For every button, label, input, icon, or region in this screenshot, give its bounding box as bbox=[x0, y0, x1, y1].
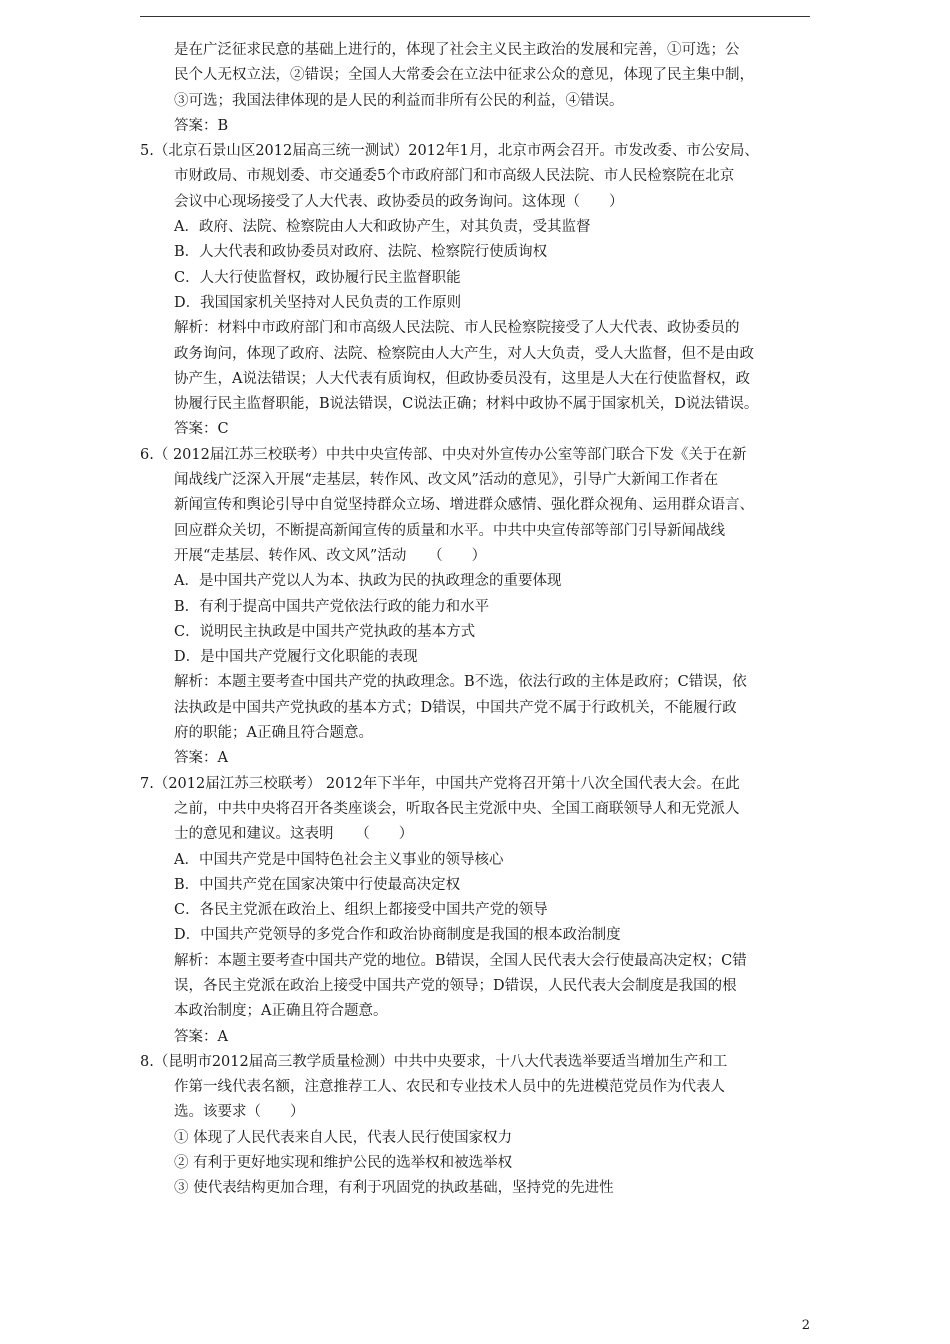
question-line: 8.（昆明市2012届高三教学质量检测）中共中央要求，十八大代表选举要适当增加生产和工 bbox=[140, 1053, 728, 1070]
options-line: A．政府、法院、检察院由人大和政协产生，对其负责，受其监督 bbox=[174, 219, 591, 236]
options-line: D．是中国共产党履行文化职能的表现 bbox=[174, 649, 418, 666]
question-line: 5.（北京石景山区2012届高三统一测试）2012年1月，北京市两会召开。市发改委、市公安局、 bbox=[140, 143, 759, 160]
options-block bbox=[140, 1126, 830, 1202]
analysis-block bbox=[140, 949, 830, 1025]
question-line: 选。该要求（ ） bbox=[174, 1104, 305, 1121]
analysis-block bbox=[140, 670, 830, 746]
header-rule bbox=[140, 16, 810, 17]
question-line: 会议中心现场接受了人大代表、政协委员的政务询问。这体现（ ） bbox=[174, 193, 624, 210]
options-line: A．是中国共产党以人为本、执政为民的执政理念的重要体现 bbox=[174, 573, 562, 590]
options-line: C．说明民主执政是中国共产党执政的基本方式 bbox=[174, 623, 476, 640]
options-line: ② 有利于更好地实现和维护公民的选举权和被选举权 bbox=[174, 1155, 513, 1172]
options-block bbox=[140, 215, 830, 316]
body-line: 民个人无权立法，②错误；全国人大常委会在立法中征求公众的意见，体现了民主集中制， bbox=[174, 67, 754, 84]
question-block bbox=[140, 1050, 830, 1126]
question-line: 闻战线广泛深入开展“走基层，转作风、改文风”活动的意见》，引导广大新闻工作者在 bbox=[174, 472, 719, 489]
options-block bbox=[140, 848, 830, 949]
analysis-line: 误，各民主党派在政治上接受中国共产党的领导；D错误，人民代表大会制度是我国的根 bbox=[174, 977, 737, 994]
question-block bbox=[140, 772, 830, 848]
answer-line: 答案：A bbox=[174, 750, 228, 767]
question-line: 新闻宣传和舆论引导中自觉坚持群众立场、增进群众感情、强化群众视角、运用群众语言、 bbox=[174, 497, 754, 514]
options-line: C．各民主党派在政治上、组织上都接受中国共产党的领导 bbox=[174, 902, 548, 919]
body-line: 是在广泛征求民意的基础上进行的，体现了社会主义民主政治的发展和完善，①可选；公 bbox=[174, 42, 740, 58]
options-block bbox=[140, 569, 830, 670]
question-line: 作第一线代表名额，注意推荐工人、农民和专业技术人员中的先进模范党员作为代表人 bbox=[174, 1079, 725, 1096]
answer-line: 答案：B bbox=[174, 117, 229, 134]
options-line: A．中国共产党是中国特色社会主义事业的领导核心 bbox=[174, 851, 504, 868]
options-line: D．中国共产党领导的多党合作和政治协商制度是我国的根本政治制度 bbox=[174, 927, 621, 944]
analysis-line: 解析：材料中市政府部门和市高级人民法院、市人民检察院接受了人大代表、政协委员的 bbox=[174, 320, 740, 337]
answer-block bbox=[140, 417, 830, 442]
question-line: 市财政局、市规划委、市交通委5个市政府部门和市高级人民法院、市人民检察院在北京 bbox=[174, 168, 735, 185]
question-line: 7.（2012届江苏三校联考） 2012年下半年，中国共产党将召开第十八次全国代表大会。在此 bbox=[140, 775, 740, 792]
options-line: C．人大行使监督权，政协履行民主监督职能 bbox=[174, 269, 461, 286]
question-line: 士的意见和建议。这表明 （ ） bbox=[174, 826, 414, 843]
options-line: B．人大代表和政协委员对政府、法院、检察院行使质询权 bbox=[174, 244, 548, 261]
page-number: 2 bbox=[801, 1318, 810, 1333]
analysis-line: 解析：本题主要考查中国共产党的执政理念。B不选，依法行政的主体是政府；C错误，依 bbox=[174, 674, 747, 691]
answer-line: 答案：A bbox=[174, 1028, 228, 1045]
options-line: D．我国国家机关坚持对人民负责的工作原则 bbox=[174, 294, 462, 311]
analysis-line: 法执政是中国共产党执政的基本方式；D错误，中国共产党不属于行政机关，不能履行政 bbox=[174, 699, 737, 716]
analysis-block bbox=[140, 316, 830, 417]
question-block bbox=[140, 139, 830, 215]
answer-line: 答案：C bbox=[174, 421, 229, 438]
analysis-line: 本政治制度；A正确且符合题意。 bbox=[174, 1003, 388, 1020]
body-line: ③可选；我国法律体现的是人民的利益而非所有公民的利益，④错误。 bbox=[174, 92, 624, 109]
question-line: 回应群众关切，不断提高新闻宣传的质量和水平。中共中央宣传部等部门引导新闻战线 bbox=[174, 522, 725, 539]
analysis-line: 解析：本题主要考查中国共产党的地位。B错误，全国人民代表大会行使最高决定权；C错 bbox=[174, 952, 747, 969]
options-line: B．有利于提高中国共产党依法行政的能力和水平 bbox=[174, 598, 490, 615]
question-line: 6.（ 2012届江苏三校联考）中共中央宣传部、中央对外宣传办公室等部门联合下发《关于在新 bbox=[140, 446, 747, 463]
answer-block bbox=[140, 114, 830, 139]
question-block bbox=[140, 443, 830, 569]
analysis-line: 协产生，A说法错误；人大代表有质询权，但政协委员没有，这里是人大在行使监督权，政 bbox=[174, 370, 750, 387]
question-line: 开展“走基层、转作风、改文风”活动 （ ） bbox=[174, 547, 487, 564]
analysis-line: 协履行民主监督职能，B说法错误，C说法正确；材料中政协不属于国家机关，D说法错误。 bbox=[174, 396, 759, 413]
options-line: ① 体现了人民代表来自人民，代表人民行使国家权力 bbox=[174, 1129, 513, 1146]
options-line: B．中国共产党在国家决策中行使最高决定权 bbox=[174, 876, 461, 893]
answer-block bbox=[140, 1025, 830, 1050]
answer-block bbox=[140, 746, 830, 771]
document-body bbox=[140, 38, 830, 1202]
analysis-line: 府的职能；A正确且符合题意。 bbox=[174, 725, 373, 742]
options-line: ③ 使代表结构更加合理，有利于巩固党的执政基础，坚持党的先进性 bbox=[174, 1180, 614, 1197]
analysis-line: 政务询问，体现了政府、法院、检察院由人大产生，对人大负责，受人大监督，但不是由政 bbox=[174, 345, 754, 362]
question-line: 之前，中共中央将召开各类座谈会，听取各民主党派中央、全国工商联领导人和无党派人 bbox=[174, 800, 740, 817]
body-block bbox=[140, 38, 830, 114]
